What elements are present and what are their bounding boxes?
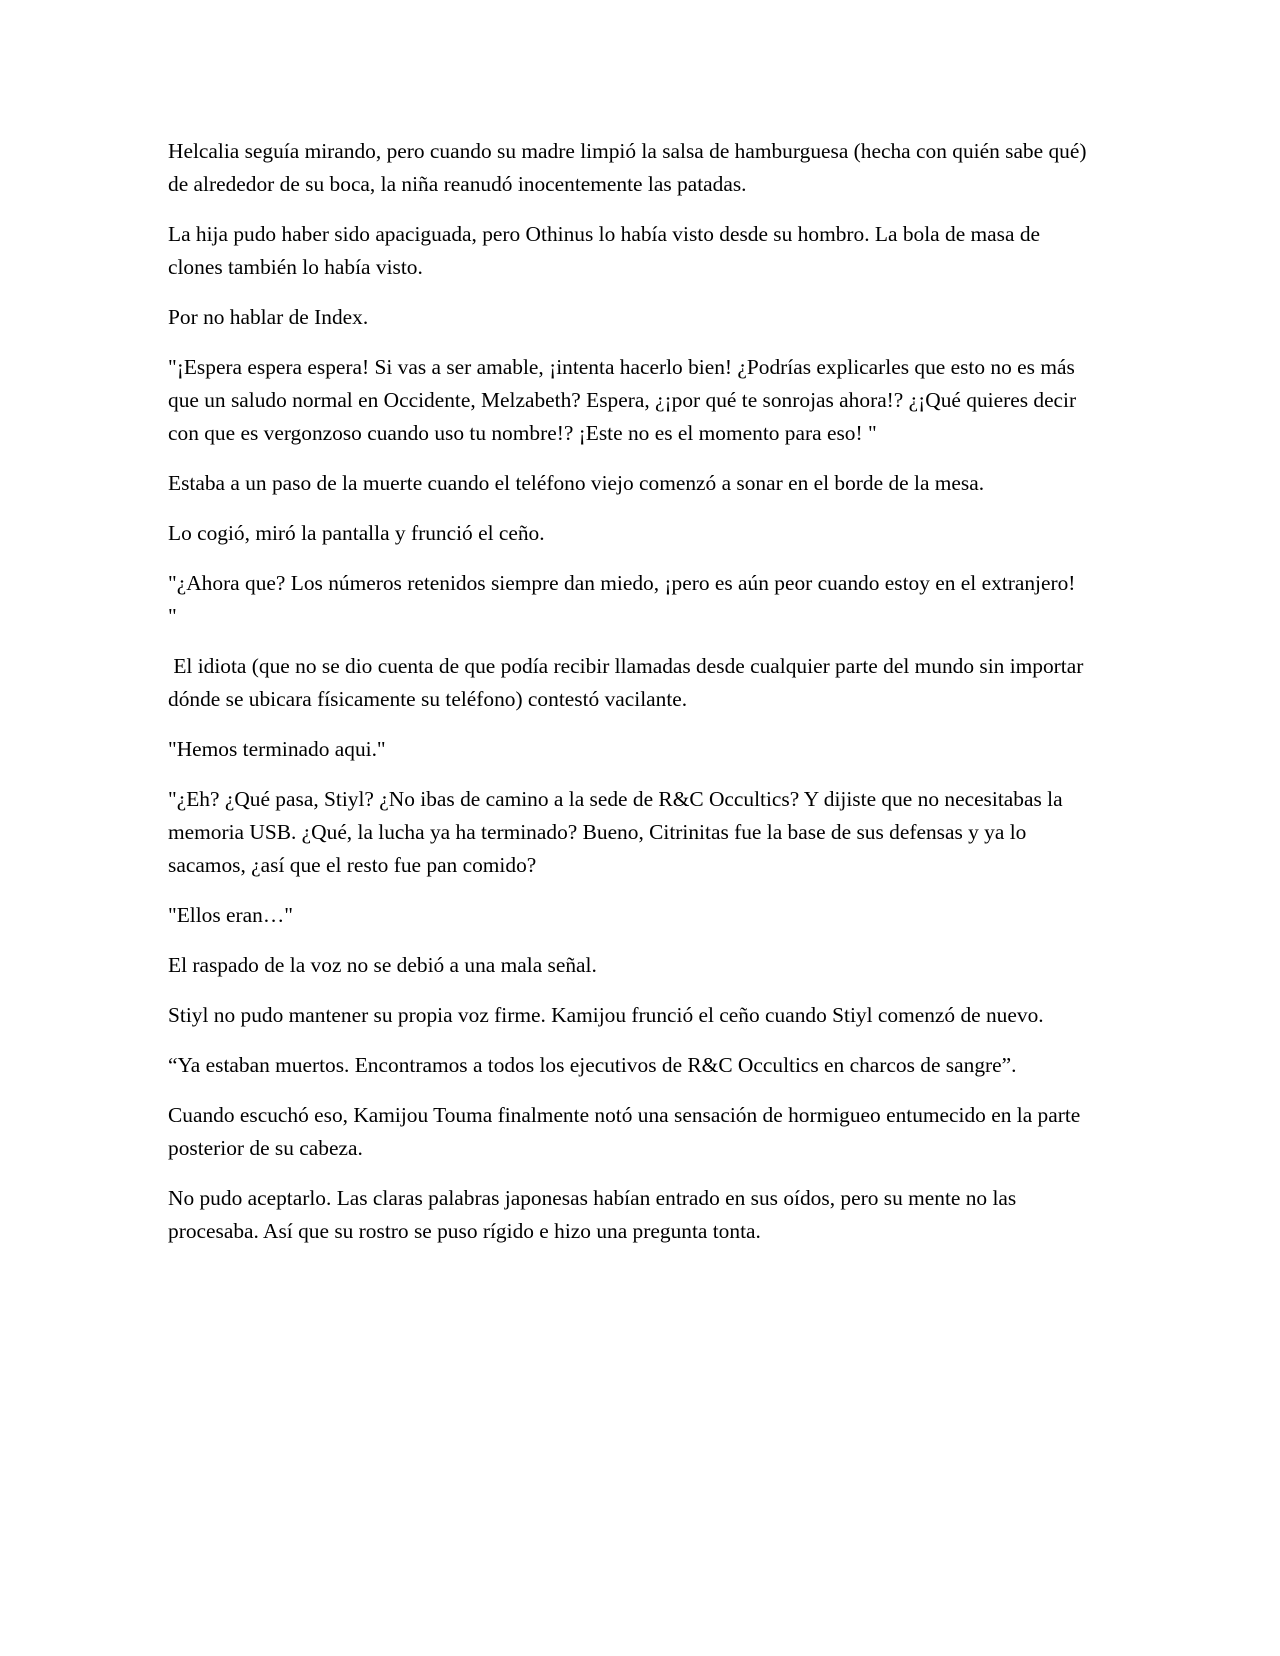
paragraph: El raspado de la voz no se debió a una mala señal.: [168, 953, 597, 977]
paragraph: Por no hablar de Index.: [168, 305, 369, 329]
paragraph: Cuando escuchó eso, Kamijou Touma finalmente notó una sensación de hormigueo entumecido en la parte posterior de su cabeza.: [168, 1103, 1086, 1160]
paragraph: “Ya estaban muertos. Encontramos a todos los ejecutivos de R&C Occultics en charcos de sangre”.: [168, 1053, 1017, 1077]
paragraph: "¿Eh? ¿Qué pasa, Stiyl? ¿No ibas de camino a la sede de R&C Occultics? Y dijiste que no necesitabas la memoria USB. ¿Qué, la lucha ya ha terminado? Bueno, Citrinitas fue la base de sus defensas y ya lo sacamos, ¿así que el resto fue pan comido?: [168, 787, 1068, 877]
paragraph: Estaba a un paso de la muerte cuando el teléfono viejo comenzó a sonar en el borde de la mesa.: [168, 471, 985, 495]
paragraph: "¡Espera espera espera! Si vas a ser amable, ¡intenta hacerlo bien! ¿Podrías explicarles que esto no es más que un saludo normal en Occidente, Melzabeth? Espera, ¿¡por qué te sonrojas ahora!? ¿¡Qué quieres decir con que es vergonzoso cuando uso tu nombre!? ¡Este no es el momento para eso! ": [168, 355, 1082, 445]
paragraph: La hija pudo haber sido apaciguada, pero Othinus lo había visto desde su hombro. La bola de masa de clones también lo había visto.: [168, 222, 1046, 279]
paragraph: "¿Ahora que? Los números retenidos siempre dan miedo, ¡pero es aún peor cuando estoy en el extranjero! ": [168, 571, 1081, 628]
paragraph: No pudo aceptarlo. Las claras palabras japonesas habían entrado en sus oídos, pero su mente no las procesaba. Así que su rostro se puso rígido e hizo una pregunta tonta.: [168, 1186, 1022, 1243]
paragraph: Stiyl no pudo mantener su propia voz firme. Kamijou frunció el ceño cuando Stiyl comenzó de nuevo.: [168, 1003, 1044, 1027]
paragraph: Helcalia seguía mirando, pero cuando su madre limpió la salsa de hamburguesa (hecha con quién sabe qué) de alrededor de su boca, la niña reanudó inocentemente las patadas.: [168, 139, 1092, 196]
paragraph: Lo cogió, miró la pantalla y frunció el ceño.: [168, 521, 545, 545]
paragraph: "Hemos terminado aqui.": [168, 737, 386, 761]
paragraph: "Ellos eran…": [168, 903, 293, 927]
paragraph: El idiota (que no se dio cuenta de que podía recibir llamadas desde cualquier parte del mundo sin importar dónde se ubicara físicamente su teléfono) contestó vacilante.: [168, 654, 1089, 711]
